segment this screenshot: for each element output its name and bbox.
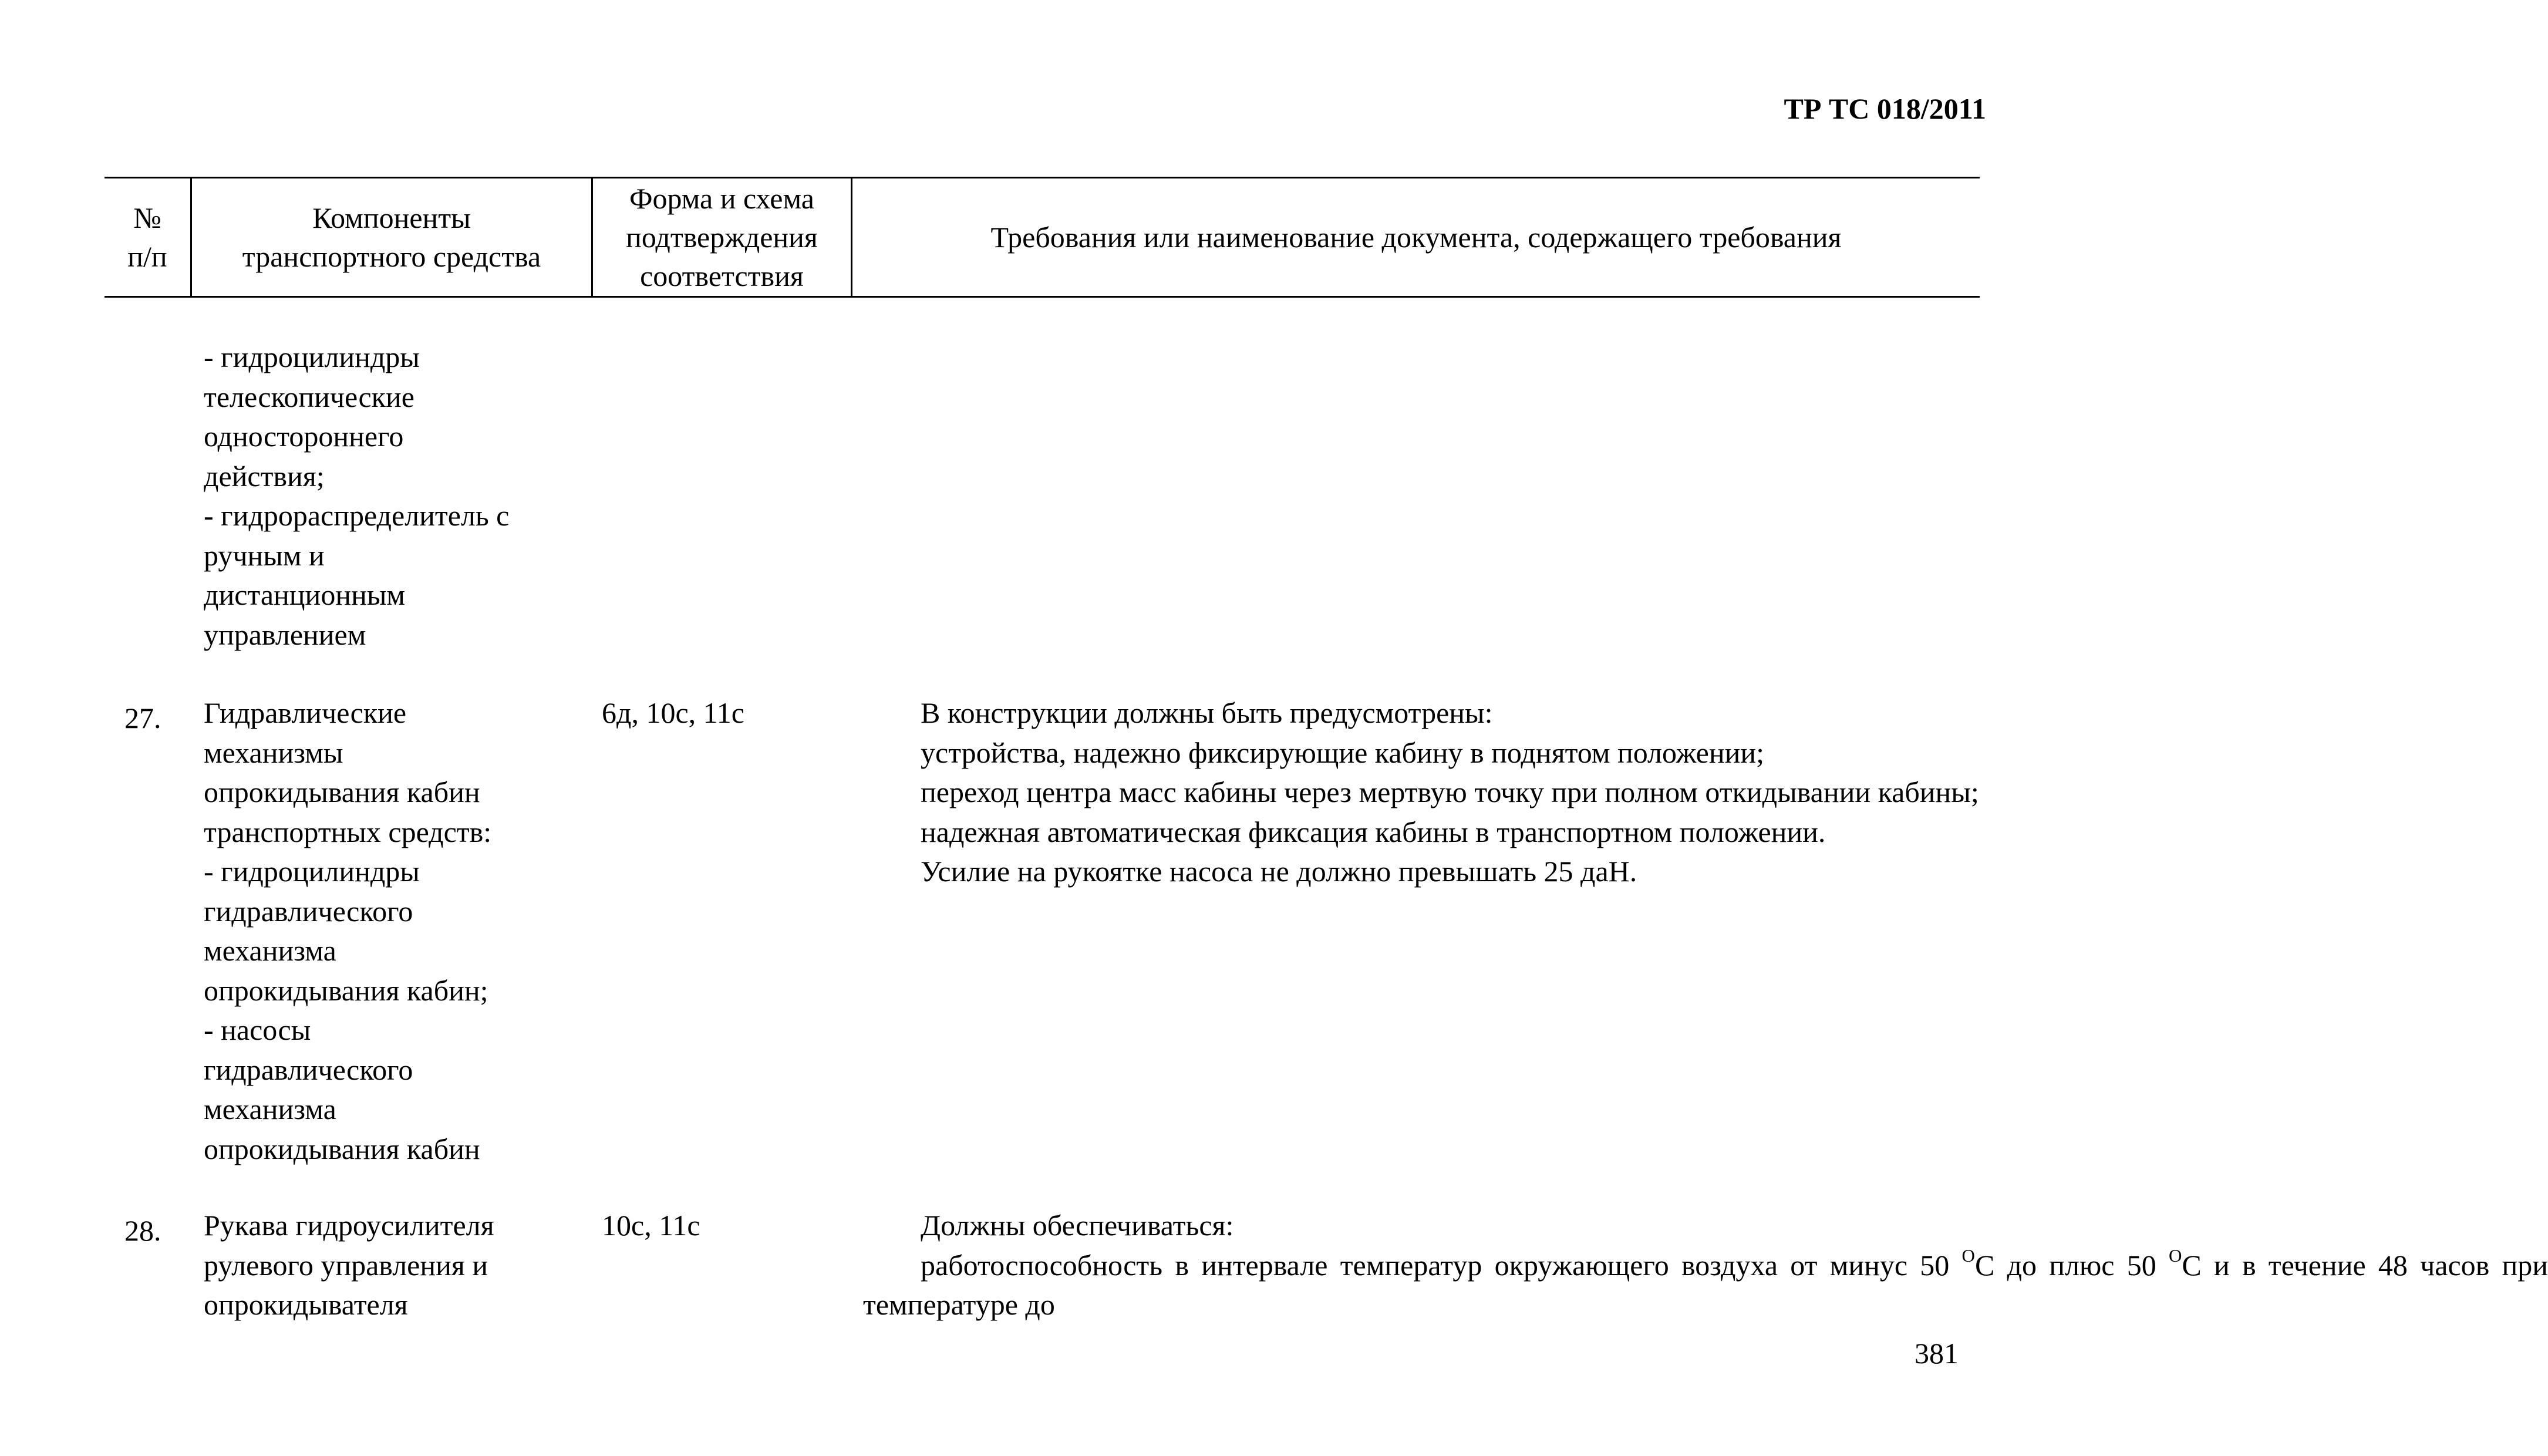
header-number: № п/п xyxy=(127,201,167,273)
row-27-confirmation-form: 6д, 10с, 11с xyxy=(602,696,744,729)
row-27-requirement-2: переход центра масс кабины через мертвую точку при полном откидывании кабины; xyxy=(921,776,1979,808)
row-27-requirements xyxy=(863,693,2548,892)
row-27-number: 27. xyxy=(124,702,161,734)
row-27-requirement-3: надежная автоматическая фиксация кабины в транспортном положении. xyxy=(921,815,1826,848)
row-27-requirement-4: Усилие на рукоятке насоса не должно превышать 25 даН. xyxy=(921,855,1637,888)
row-28-requirement-1: работоспособность в интервале температур окружающего воздуха от минус 50 $^О$С до плюс 50 $^О$С и в течение 48 часов при температуре до xyxy=(863,1245,2548,1321)
row-28-requirement-intro: Должны обеспечиваться: xyxy=(921,1209,1234,1242)
document-code: ТР ТС 018/2011 xyxy=(1784,92,1986,125)
row-27-requirement-intro: В конструкции должны быть предусмотрены: xyxy=(921,696,1493,729)
row-28-confirmation-form: 10с, 11с xyxy=(602,1209,700,1242)
row-28-requirements xyxy=(863,1206,2548,1325)
row-28-components: Рукава гидроусилителя рулевого управления и опрокидывателя xyxy=(204,1209,494,1321)
header-components: Компоненты транспортного средства xyxy=(242,201,541,273)
page-number: 381 xyxy=(1915,1337,1959,1370)
row-28-number: 28. xyxy=(124,1214,161,1247)
continuation-components: - гидроцилиндры телескопические одностороннего действия; - гидрораспределитель с ручным и дистанционным управлением xyxy=(204,341,510,651)
header-confirmation-form: Форма и схема подтверждения соответствия xyxy=(626,181,818,292)
row-27-requirement-1: устройства, надежно фиксирующие кабину в поднятом положении; xyxy=(921,736,1765,769)
row-27-components: Гидравлические механизмы опрокидывания кабин транспортных средств: - гидроцилиндры гидравлического механизма опрокидывания кабин; - насосы гидравлического механизма опрокидывания кабин xyxy=(204,696,492,1165)
degree-mark: О xyxy=(1961,1245,1975,1266)
header-requirements: Требования или наименование документа, содержащего требования xyxy=(990,220,1842,254)
degree-mark: О xyxy=(2168,1245,2182,1266)
